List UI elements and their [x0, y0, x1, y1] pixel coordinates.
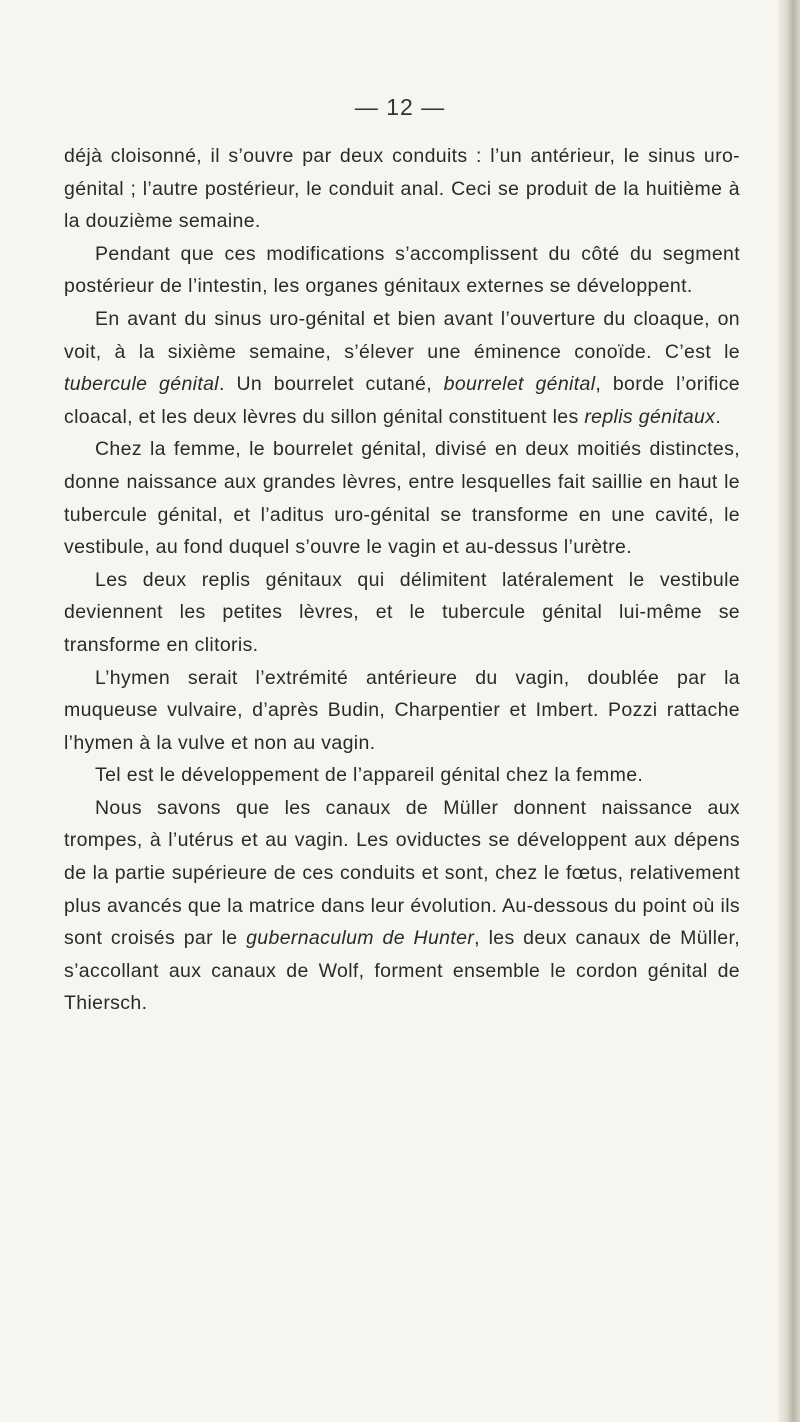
paragraph-2: [64, 238, 740, 303]
italic-term-tubercule: tubercule génital: [64, 373, 219, 396]
paragraph-7: [64, 759, 740, 792]
paragraph-8: [64, 792, 740, 1020]
italic-term-replis: replis génitaux: [584, 405, 716, 428]
text-segment: Nous savons que les canaux de Müller donnent naissance aux trompes, à l’utérus et au vagin. Les oviductes se développent aux dépens de la partie supérieure de ces conduits et sont, chez le fœtus, relativement plus avancés que la matrice dans leur évolution. Au-dessous du point où ils sont croisés par le: [64, 796, 740, 950]
italic-term-gubernaculum: gubernaculum de Hunter: [246, 927, 475, 950]
text-segment: .: [715, 405, 722, 428]
text-segment: déjà cloisonné, il s’ouvre par deux conduits : l’un antérieur, le sinus uro-génital ; l’autre postérieur, le conduit anal. Ceci se produit de la huitième à la douzième semaine.: [64, 145, 740, 233]
text-segment: , borde l’orifice cloacal, et les deux lèvres du sillon génital constituent les: [64, 373, 740, 428]
text-segment: Les deux replis génitaux qui délimitent latéralement le vestibule deviennent les petites lèvres, et le tubercule génital lui-même se transforme en clitoris.: [64, 568, 740, 656]
text-segment: En avant du sinus uro-génital et bien avant l’ouverture du cloaque, on voit, à la sixième semaine, s’élever une éminence conoïde. C’est le: [64, 307, 740, 363]
paragraph-6: [64, 662, 740, 760]
text-segment: L’hymen serait l’extrémité antérieure du vagin, doublée par la muqueuse vulvaire, d’après Budin, Charpentier et Imbert. Pozzi rattache l’hymen à la vulve et non au vagin.: [64, 666, 740, 754]
body-text: [64, 140, 740, 1020]
text-segment: Pendant que ces modifications s’accomplissent du côté du segment postérieur de l’intestin, les organes génitaux externes se développent.: [64, 242, 740, 298]
text-segment: . Un bourrelet cutané,: [218, 373, 444, 396]
italic-term-bourrelet: bourrelet génital: [443, 373, 596, 396]
page-number: — 12 —: [354, 94, 446, 120]
text-segment: Chez la femme, le bourrelet génital, divisé en deux moitiés distinctes, donne naissance aux grandes lèvres, entre lesquelles fait saillie en haut le tubercule génital, et l’aditus uro-génital se transforme en une cavité, le vestibule, au fond duquel s’ouvre le vagin et au-dessus l’urètre.: [64, 438, 740, 559]
paragraph-3: [64, 303, 740, 433]
page-edge-shadow: [778, 0, 800, 1422]
text-segment: Tel est le développement de l’appareil génital chez la femme.: [95, 764, 644, 787]
paragraph-5: [64, 564, 740, 662]
paragraph-4: [64, 433, 740, 563]
paragraph-1: [64, 140, 740, 238]
text-segment: , les deux canaux de Müller, s’accollant aux canaux de Wolf, forment ensemble le cordon génital de Thiersch.: [64, 927, 740, 1015]
